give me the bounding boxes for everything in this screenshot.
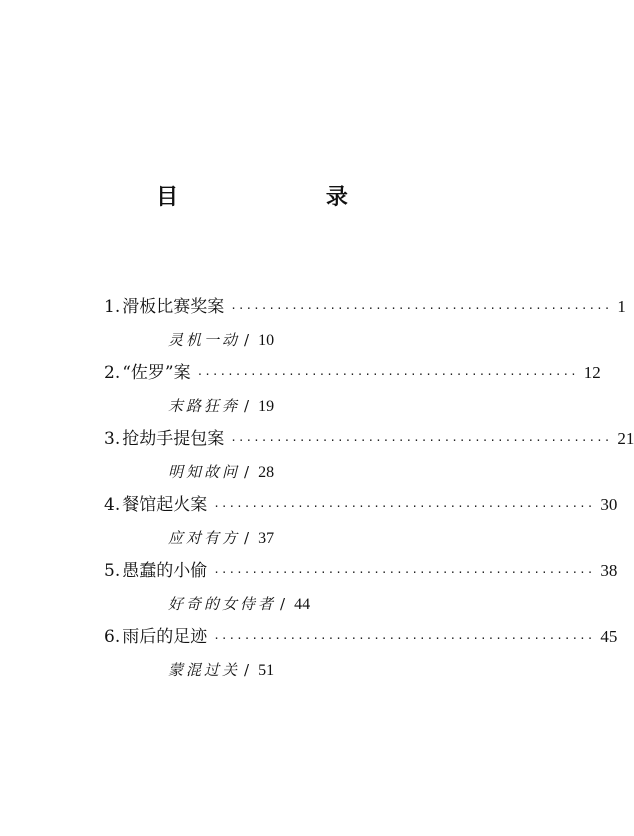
entry-title: “佐罗”案	[122, 363, 191, 383]
table-of-contents	[0, 294, 634, 690]
entry-title: 餐馆起火案	[122, 495, 208, 515]
entry-page-number: 21	[617, 429, 634, 448]
toc-sub-entry[interactable]	[168, 394, 274, 418]
slash-separator: /	[244, 331, 253, 349]
page-title: 目 录	[156, 184, 418, 210]
entry-number: 3.	[104, 429, 121, 449]
entry-number: 2.	[104, 363, 121, 383]
toc-entry-line[interactable]	[104, 294, 626, 320]
toc-entry	[0, 558, 618, 624]
dot-leader: ··················································	[230, 302, 612, 315]
sub-entry-page-number: 44	[294, 596, 311, 613]
entry-title: 滑板比赛奖案	[122, 297, 225, 317]
entry-number: 6.	[104, 627, 121, 647]
sub-entry-title: 蒙混过关	[168, 661, 241, 679]
dot-leader: ··················································	[230, 434, 612, 447]
toc-entry-line[interactable]	[104, 492, 618, 518]
toc-sub-entry[interactable]	[168, 460, 274, 484]
toc-entry	[0, 492, 618, 558]
toc-entry	[0, 294, 626, 360]
entry-page-number: 1	[617, 297, 626, 316]
toc-entry	[0, 624, 618, 690]
entry-page-number: 38	[600, 561, 618, 580]
sub-entry-title: 明知故问	[168, 463, 241, 481]
sub-entry-title: 好奇的女侍者	[168, 595, 277, 613]
sub-entry-page-number: 37	[258, 530, 275, 547]
entry-title: 愚蠢的小偷	[122, 561, 208, 581]
sub-entry-page-number: 19	[258, 398, 275, 415]
entry-number: 5.	[104, 561, 121, 581]
entry-page-number: 45	[600, 627, 618, 646]
toc-entry-line[interactable]	[104, 624, 618, 650]
dot-leader: ··················································	[213, 566, 595, 579]
sub-entry-title: 末路狂奔	[168, 397, 241, 415]
slash-separator: /	[244, 397, 253, 415]
dot-leader: ··················································	[196, 368, 578, 381]
sub-entry-page-number: 28	[258, 464, 275, 481]
slash-separator: /	[244, 529, 253, 547]
sub-entry-title: 应对有方	[168, 529, 241, 547]
toc-entry-line[interactable]	[104, 426, 634, 452]
sub-entry-page-number: 10	[258, 332, 275, 349]
entry-title: 抢劫手提包案	[122, 429, 225, 449]
toc-sub-entry[interactable]	[168, 328, 274, 352]
entry-page-number: 12	[583, 363, 601, 382]
dot-leader: ··················································	[213, 500, 595, 513]
slash-separator: /	[244, 661, 253, 679]
entry-number: 4.	[104, 495, 121, 515]
toc-entry-line[interactable]	[104, 558, 618, 584]
toc-sub-entry[interactable]	[168, 592, 310, 616]
entry-page-number: 30	[600, 495, 618, 514]
toc-entry	[0, 360, 601, 426]
toc-sub-entry[interactable]	[168, 526, 274, 550]
slash-separator: /	[280, 595, 289, 613]
toc-entry-line[interactable]	[104, 360, 601, 386]
sub-entry-title: 灵机一动	[168, 331, 241, 349]
slash-separator: /	[244, 463, 253, 481]
dot-leader: ··················································	[213, 632, 595, 645]
toc-entry	[0, 426, 634, 492]
entry-number: 1.	[104, 297, 121, 317]
entry-title: 雨后的足迹	[122, 627, 208, 647]
toc-sub-entry[interactable]	[168, 658, 274, 682]
sub-entry-page-number: 51	[258, 662, 275, 679]
